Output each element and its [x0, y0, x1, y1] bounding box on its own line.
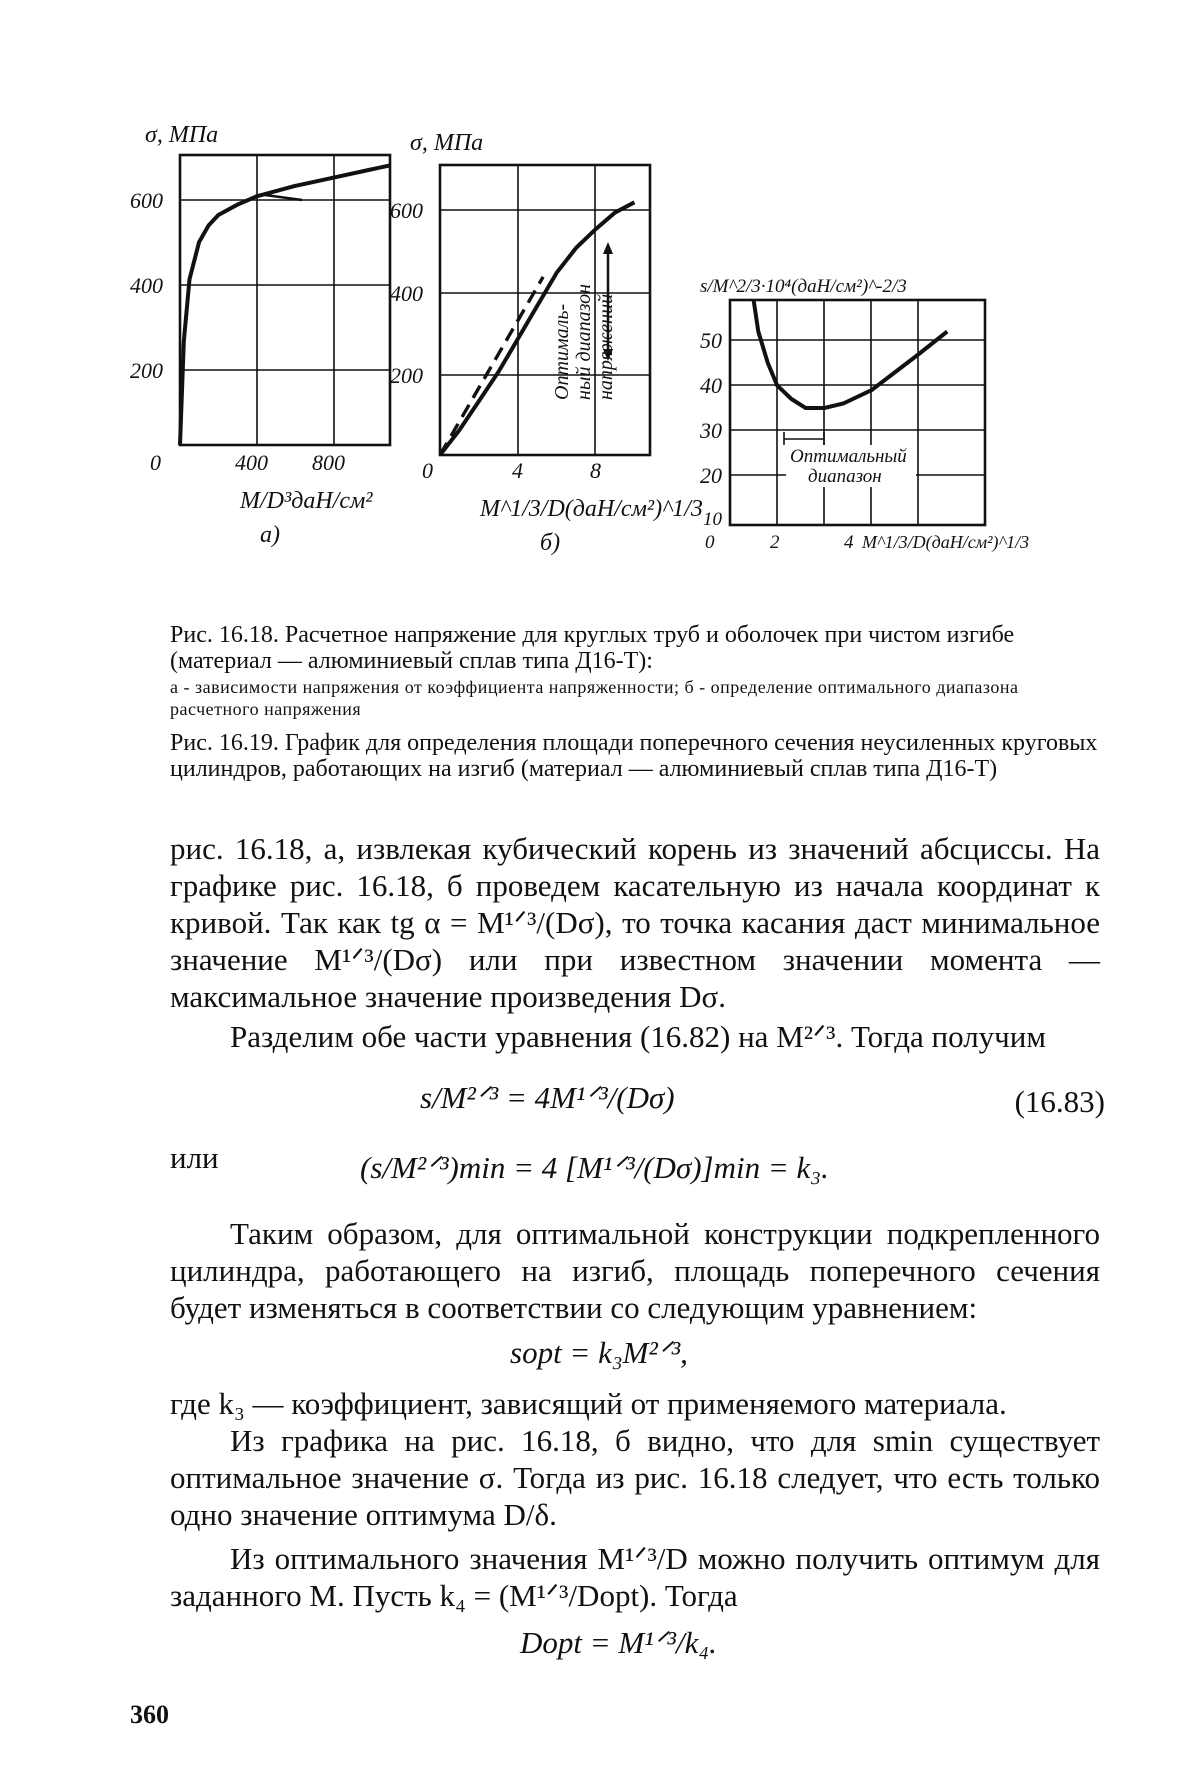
- panel-c-ytick-10: 10: [703, 509, 722, 530]
- panel-c-range-label-2: диапазон: [808, 466, 882, 487]
- panel-a-x-axis-label: M/D³даН/см²: [240, 488, 373, 514]
- panel-a-curve: [180, 165, 390, 445]
- panel-b-range-label-3: напряжений: [595, 293, 617, 400]
- panel-a-y-axis-label: σ, МПа: [145, 122, 219, 148]
- panel-a-panel-label: а): [260, 522, 280, 548]
- panel-b-origin: 0: [422, 458, 433, 483]
- equation-min: (s/M²ᐟ³)min = 4 [M¹ᐟ³/(Dσ)]min = k₃.: [360, 1150, 829, 1185]
- paragraph-1: рис. 16.18, а, извлекая кубический корень из значений абсциссы. На графике рис. 16.18, б проведем касательную из начала координат к кривой. Так как tg α = M¹ᐟ³/(Dσ), то точка касания даст минимальное значение M¹ᐟ³/(Dσ) или при известном значении момента — максимальное значение произведения Dσ.: [170, 831, 1100, 1014]
- panel-b-xtick-8: 8: [590, 458, 601, 483]
- equation-sopt: sopt = k₃M²ᐟ³,: [510, 1335, 688, 1370]
- panel-b-ytick-600: 600: [390, 198, 423, 223]
- panel-b: [390, 130, 703, 556]
- panel-c-range-label-1: Оптимальный: [790, 446, 907, 467]
- paragraph-3: Таким образом, для оптимальной конструкции подкрепленного цилиндра, работающего на изгиб, площадь поперечного сечения будет изменяться в соответствии со следующим уравнением:: [170, 1216, 1100, 1325]
- fig-16-19-caption: Рис. 16.19. График для определения площади поперечного сечения неусиленных круговых цилиндров, работающих на изгиб (материал — алюминиевый сплав типа Д16-Т): [170, 730, 1098, 782]
- panel-b-ytick-200: 200: [390, 363, 423, 388]
- panel-b-ytick-400: 400: [390, 281, 423, 306]
- fig-16-18-subcaption: а - зависимости напряжения от коэффициента напряженности; б - определение оптимального диапазона расчетного напряжения: [170, 677, 1019, 719]
- panel-c-x-axis-label: M^1/3/D(даН/см²)^1/3: [862, 532, 1030, 552]
- panel-a: [130, 122, 390, 548]
- panel-b-tangent: [440, 277, 543, 455]
- panel-b-xtick-4: 4: [512, 458, 523, 483]
- panel-b-range-label-2: ный диапазон: [573, 283, 595, 400]
- panel-b-panel-label: б): [540, 530, 561, 556]
- panel-b-x-axis-label: M^1/3/D(даН/см²)^1/3: [480, 496, 703, 522]
- panel-a-ytick-200: 200: [130, 358, 163, 383]
- panel-c: [699, 276, 1029, 553]
- panel-c-ytick-30: 30: [700, 418, 722, 443]
- panel-c-xtick-2: 2: [770, 532, 780, 553]
- panel-c-ytick-50: 50: [700, 328, 722, 353]
- panel-a-ytick-400: 400: [130, 273, 163, 298]
- equation-16-83: s/M²ᐟ³ = 4M¹ᐟ³/(Dσ): [420, 1080, 675, 1115]
- panel-c-xtick-4: 4: [844, 532, 854, 553]
- page-number: 360: [130, 1700, 169, 1729]
- panel-c-y-axis-label: s/M^2/3·10⁴(даН/см²)^-2/3: [700, 276, 907, 297]
- panel-b-y-axis-label: σ, МПа: [410, 130, 484, 156]
- panel-c-ytick-20: 20: [700, 463, 722, 488]
- equation-number: (16.83): [1014, 1084, 1105, 1119]
- paragraph-6: Из оптимального значения M¹ᐟ³/D можно получить оптимум для заданного M. Пусть k₄ = (M¹ᐟ³/Dopt). Тогда: [170, 1541, 1100, 1613]
- panel-a-xtick-400: 400: [235, 450, 268, 475]
- panel-a-origin: 0: [150, 450, 161, 475]
- figure-16-18-16-19: [130, 122, 1030, 556]
- panel-a-xtick-800: 800: [312, 450, 345, 475]
- or-word: или: [170, 1140, 219, 1175]
- panel-a-ytick-600: 600: [130, 188, 163, 213]
- paragraph-4: где k₃ — коэффициент, зависящий от применяемого материала.: [170, 1386, 1007, 1421]
- panel-c-ytick-40: 40: [700, 373, 722, 398]
- fig-16-18-caption: Рис. 16.18. Расчетное напряжение для круглых труб и оболочек при чистом изгибе (материал — алюминиевый сплав типа Д16-Т):: [170, 622, 1015, 674]
- panel-c-origin: 0: [705, 532, 715, 553]
- equation-dopt: Dopt = M¹ᐟ³/k₄.: [520, 1625, 717, 1660]
- paragraph-2: Разделим обе части уравнения (16.82) на M²ᐟ³. Тогда получим: [230, 1019, 1046, 1054]
- paragraph-5: Из графика на рис. 16.18, б видно, что для smin существует оптимальное значение σ. Тогда из рис. 16.18 следует, что есть только одно значение оптимума D/δ.: [170, 1423, 1100, 1532]
- panel-b-range-label-1: Оптималь-: [551, 303, 573, 400]
